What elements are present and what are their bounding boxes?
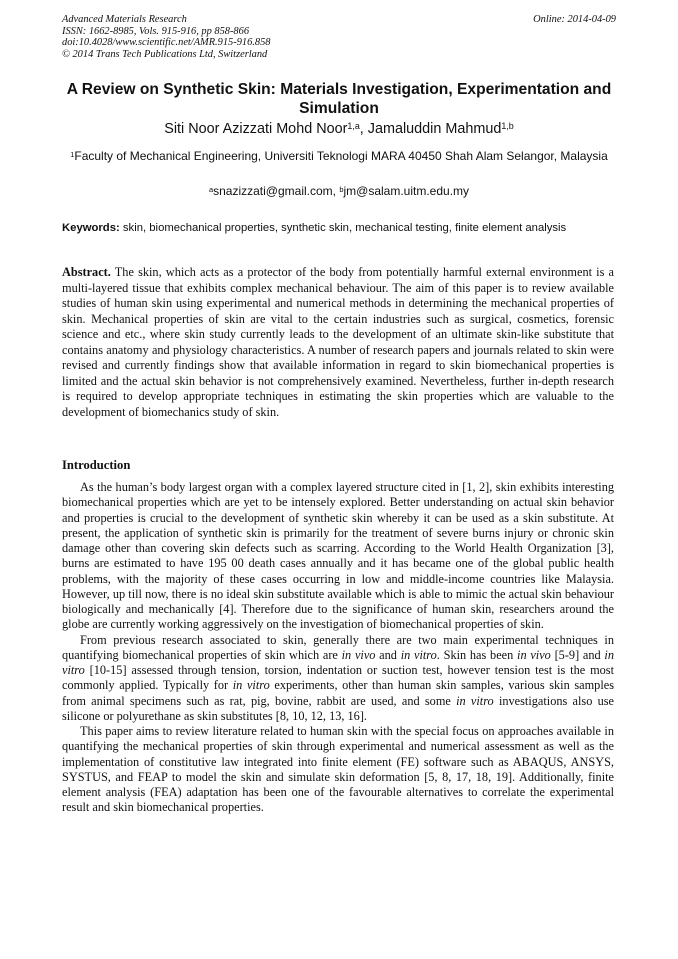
text-run: investigations also use silicone or polyurethane as skin substitutes [8, 10, 12, 13, 16]. (62, 693, 614, 723)
italic-run: in vivo (517, 647, 551, 662)
section-heading: Introduction (62, 458, 131, 472)
keywords-section (62, 221, 614, 235)
abstract-section (62, 265, 614, 420)
email-link[interactable]: snazizzati@gmail.com (213, 184, 333, 198)
email-superscript: a (208, 184, 214, 194)
italic-run: in vitro (232, 678, 270, 693)
paragraph (62, 633, 614, 725)
abstract-text: The skin, which acts as a protector of the body from potentially harmful external environment is a multi-layered tissue that exhibits complex mechanical behaviour. The aim of this paper is to review available studies of human skin using experimental and numerical methods in determining the mechanical properties of skin. Mechanical properties of skin are vital to the certain industries such as surgical, cosmetics, forensic science and etc., where skin study currently leads to the development of an ultimate skin-like substitute that contains anatomy and physiology characteristics. A number of research papers and journals related to skin were revised and currently findings show that available information in regard to skin biomechanical properties is limited and the actual skin behavior is not comprehensively examined. Nevertheless, further in-depth research is required to develop appropriate techniques in estimating the skin properties which are valuable to the development of biomechanics study of skin. (62, 265, 615, 419)
author-superscript: 1,b (501, 120, 514, 131)
email-list: $^a$snazizzati@gmail.com, $^b$jm@salam.uitm.edu.my (208, 184, 470, 198)
journal-header (62, 14, 616, 60)
author-list: Siti Noor Azizzati Mohd Noor$^{1,a}$, Jamaluddin Mahmud$^{1,b}$ (164, 120, 514, 137)
email-link[interactable]: jm@salam.uitm.edu.my (343, 184, 470, 198)
journal-doi: doi:10.4028/www.scientific.net/AMR.915-916.858 (62, 37, 271, 49)
email-superscript: b (339, 184, 344, 194)
introduction-body (62, 480, 614, 816)
affiliation-superscript: 1 (70, 149, 75, 159)
text-run: From previous research associated to skin, generally there are two main experimental techniques in quantifying biomechanical properties of skin which are (62, 632, 614, 662)
keywords-label: Keywords: (62, 222, 120, 234)
text-run: experiments, other than human skin samples, various skin samples from animal specimens such as rat, pig, bovine, rabbit are used, and some (62, 678, 614, 708)
journal-copyright: © 2014 Trans Tech Publications Ltd, Switzerland (62, 48, 268, 60)
journal-name: Advanced Materials Research (62, 14, 187, 25)
author-name: Jamaluddin Mahmud (367, 121, 502, 137)
affiliation-text: Faculty of Mechanical Engineering, Universiti Teknologi MARA 40450 Shah Alam Selangor, Malaysia (74, 149, 608, 163)
italic-run: in vivo (341, 647, 376, 662)
affiliation (62, 148, 616, 164)
italic-run: in vitro (456, 693, 494, 708)
text-run: [10-15] assessed through tension, torsion, indentation or suction test, however tension test is the most commonly applied. Typically for (62, 663, 614, 693)
keywords-text: skin, biomechanical properties, synthetic skin, mechanical testing, finite element analysis (122, 222, 567, 234)
journal-issn: ISSN: 1662-8985, Vols. 915-916, pp 858-866 (62, 25, 250, 37)
paragraph: As the human’s body largest organ with a complex layered structure cited in [1, 2], skin exhibits interesting biomechanical properties which are yet to be intensely explored. Better understanding on actual skin behavior and properties is crucial to the development of synthetic skin whereby it can be used as a skin substitute. At present, the application of synthetic skin is primarily for the treatment of severe burns injury or chronic skin damage other than covering skin defects such as scarring. According to the World Health Organization [3], burns are estimated to have 195 00 death cases annually and it has became one of the global public health problems, with the majority of these cases occurring in low and middle-income countries like Malaysia. However, up till now, there is no ideal skin substitute available which is able to mimic the actual skin behaviour biologically and mechanically [4]. Therefore due to the significance of human skin, researchers around the globe are currently working aggressively on the investigation of biomechanical properties of skin. (62, 480, 614, 632)
online-date: Online: 2014-04-09 (533, 14, 616, 25)
author-superscript: 1,a (347, 120, 360, 131)
paper-title: A Review on Synthetic Skin: Materials Investigation, Experimentation and Simulation (66, 81, 612, 117)
text-run: [5-9] and (550, 647, 605, 662)
author-name: Siti Noor Azizzati Mohd Noor (164, 121, 348, 137)
italic-run: in vitro (400, 647, 437, 662)
text-run: and (375, 647, 401, 662)
italic-run: in vitro (62, 647, 614, 677)
abstract-label: Abstract. (62, 265, 111, 279)
text-run: . Skin has been (436, 647, 518, 662)
paragraph: This paper aims to review literature related to human skin with the special focus on approaches available in quantifying the mechanical properties of skin through experimental and numerical assessment as well as the implementation of constitutive law integrated into finite element (FE) software such as ABAQUS, ANSYS, SYSTUS, and FEAP to model the skin and simulate skin deformation [5, 8, 17, 18, 19]. Additionally, finite element analysis (FEA) adaptation has been one of the favourable alternatives to correlate the experimental result and skin biomechanical properties. (62, 724, 614, 815)
